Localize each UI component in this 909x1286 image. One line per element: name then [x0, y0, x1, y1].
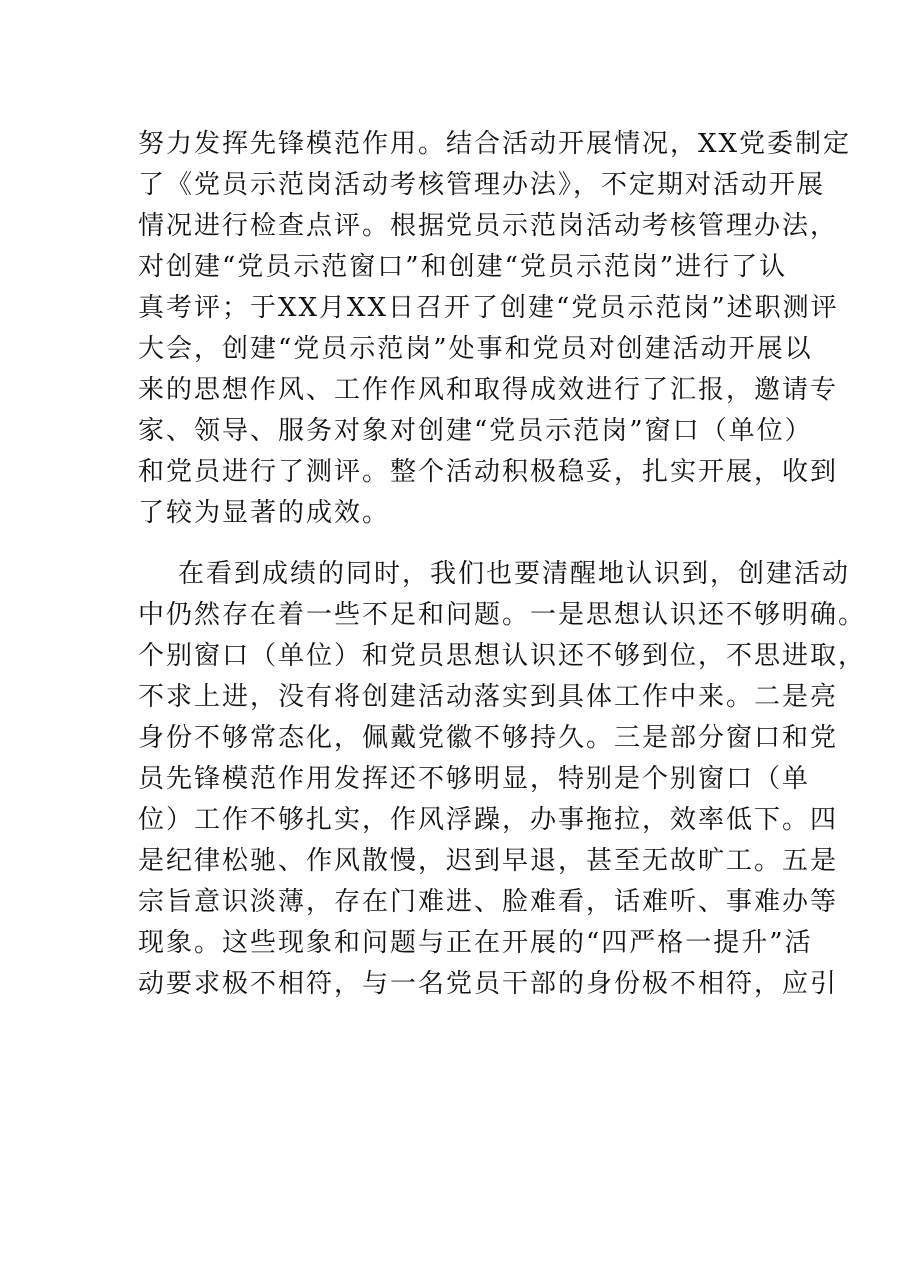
- paragraph-line: 家、领导、服务对象对创建“党员示范岗”窗口（单位）: [138, 416, 813, 446]
- paragraph-line: 位）工作不够扎实，作风浮躁，办事拖拉，效率低下。四: [138, 805, 839, 835]
- paragraph-line: 个别窗口（单位）和党员思想认识还不够到位，不思进取，: [138, 641, 867, 671]
- paragraph-line: 不求上进，没有将创建活动落实到具体工作中来。二是亮: [138, 682, 839, 712]
- paragraph-line: 员先锋模范作用发挥还不够明显，特别是个别窗口（单: [138, 764, 811, 794]
- paragraph-line: 现象。这些现象和问题与正在开展的“四严格一提升”活: [138, 928, 813, 958]
- paragraph-line: 情况进行检查点评。根据党员示范岗活动考核管理办法，: [138, 211, 839, 241]
- paragraph-line: 动要求极不相符，与一名党员干部的身份极不相符，应引: [138, 969, 839, 999]
- paragraph-line: 真考评；于XX月XX日召开了创建“党员示范岗”述职测评: [138, 293, 839, 323]
- document-body: [138, 124, 867, 1005]
- paragraph-line: 努力发挥先锋模范作用。结合活动开展情况，XX党委制定: [138, 129, 852, 159]
- paragraph-line: 是纪律松驰、作风散慢，迟到早退，甚至无故旷工。五是: [138, 846, 839, 876]
- paragraph-line: 来的思想作风、工作作风和取得成效进行了汇报，邀请专: [138, 375, 839, 405]
- paragraph-1: [138, 124, 852, 534]
- paragraph-line: 身份不够常态化，佩戴党徽不够持久。三是部分窗口和党: [138, 723, 839, 753]
- paragraph-line: 和党员进行了测评。整个活动积极稳妥，扎实开展，收到: [138, 457, 839, 487]
- paragraph-line: 了《党员示范岗活动考核管理办法》，不定期对活动开展: [138, 170, 826, 200]
- paragraph-line: 在看到成绩的同时，我们也要清醒地认识到，创建活动: [178, 559, 851, 589]
- paragraph-2: [138, 554, 867, 1005]
- paragraph-line: 对创建“党员示范窗口”和创建“党员示范岗”进行了认: [138, 252, 788, 282]
- paragraph-line: 了较为显著的成效。: [138, 498, 391, 528]
- paragraph-line: 中仍然存在着一些不足和问题。一是思想认识还不够明确。: [138, 600, 867, 630]
- paragraph-line: 宗旨意识淡薄，存在门难进、脸难看，话难听、事难办等: [138, 887, 839, 917]
- paragraph-line: 大会，创建“党员示范岗”处事和党员对创建活动开展以: [138, 334, 813, 364]
- paragraph-spacer: [138, 534, 788, 554]
